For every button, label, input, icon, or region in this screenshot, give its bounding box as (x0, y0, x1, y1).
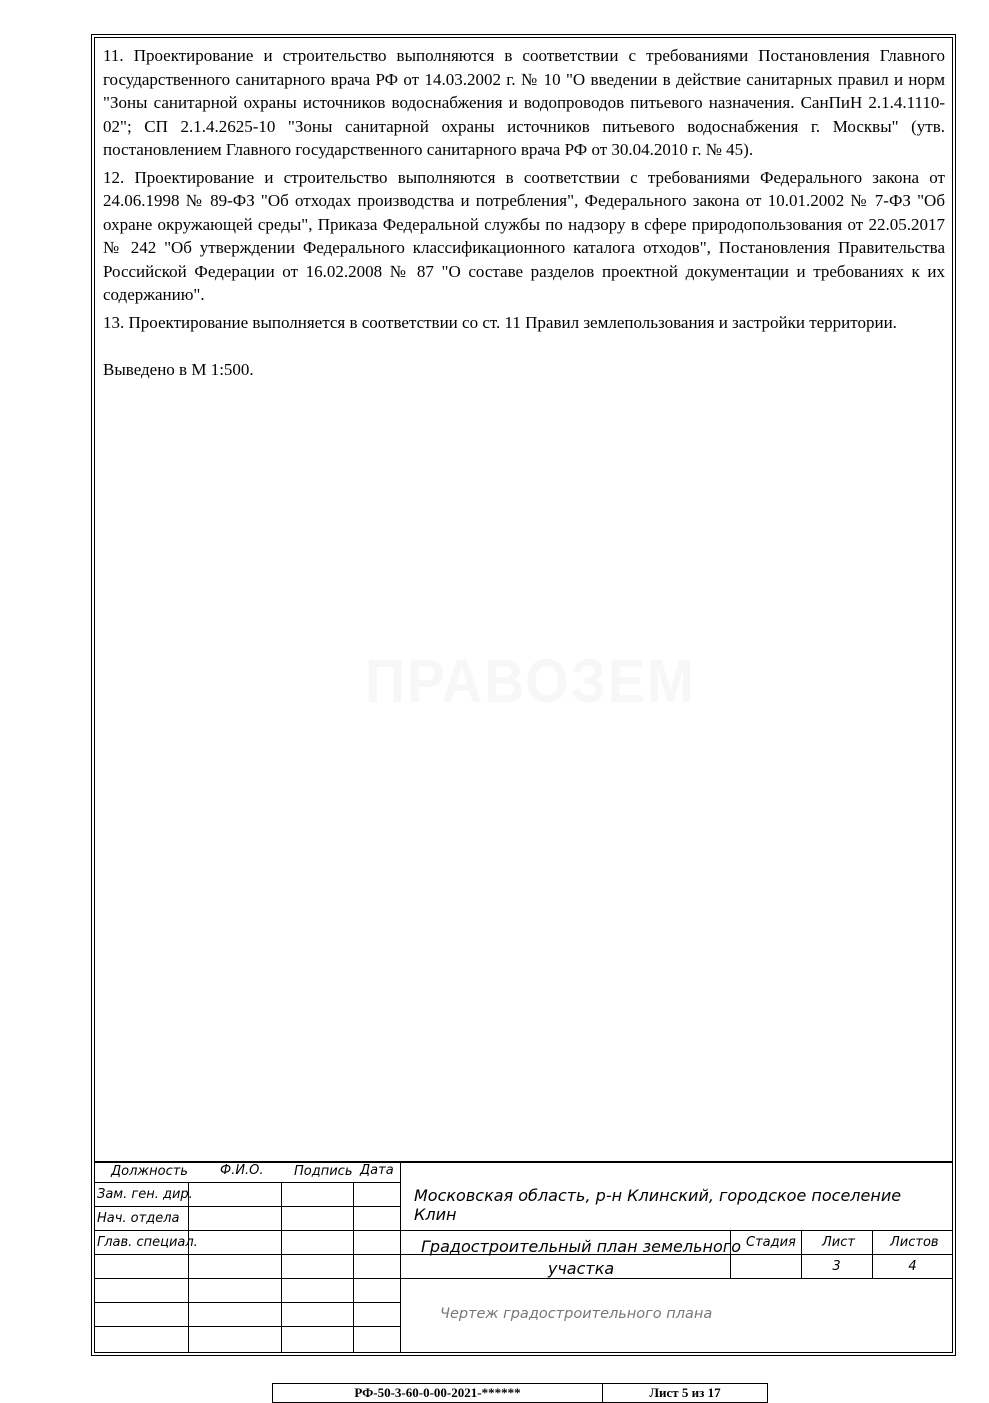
location-text: Московская область, р-н Клинский, городское поселение Клин (414, 1186, 902, 1224)
sheets-value: 4 (908, 1259, 917, 1274)
sheet-value: 3 (832, 1259, 841, 1274)
document-title: Градостроительный план земельного участка (421, 1237, 741, 1278)
header-signature: Подпись (294, 1164, 353, 1179)
header-name: Ф.И.О. (220, 1163, 264, 1178)
header-date: Дата (360, 1163, 394, 1178)
document-body (103, 44, 945, 386)
paragraph-11: 11. Проектирование и строительство выполняются в соответствии с требованиями Постановления Главного государственного санитарного врача РФ от 14.03.2002 г. № 10 "О введении в действие санитарных правил и норм "Зоны санитарной охраны источников водоснабжения и водопроводов питьевого назначения. СанПиН 2.1.4.1110-02"; СП 2.1.4.2625-10 "Зоны санитарной охраны источников питьевого водоснабжения г. Москвы" (утв. постановлением Главного государственного санитарного врача РФ от 30.04.2010 г. № 45). (103, 46, 945, 159)
paragraph-12: 12. Проектирование и строительство выполняются в соответствии с требованиями Федерального закона от 24.06.1998 № 89-ФЗ "Об отходах производства и потребления", Федерального закона от 10.01.2002 № 7-ФЗ "Об охране окружающей среды", Приказа Федеральной службы по надзору в сфере природопользования от 22.05.2017 № 242 "Об утверждении Федерального классификационного каталога отходов", Постановления Правительства Российской Федерации от 16.02.2008 № 87 "О составе разделов проектной документации и требованиях к их содержанию". (103, 167, 945, 304)
document-code: РФ-50-3-60-0-00-2021-****** (273, 1384, 603, 1402)
sheets-label: Листов (890, 1235, 939, 1250)
page-footer (272, 1383, 768, 1403)
header-position: Должность (111, 1164, 188, 1179)
role-chief-specialist: Глав. специал. (97, 1235, 198, 1250)
sheet-label: Лист (822, 1235, 855, 1250)
role-deputy-director: Зам. ген. дир. (97, 1187, 193, 1202)
drawing-name: Чертеж градостроительного плана (440, 1306, 713, 1322)
role-department-head: Нач. отдела (97, 1211, 180, 1226)
paragraph-13: 13. Проектирование выполняется в соответствии со ст. 11 Правил землепользования и застройки территории. (103, 312, 897, 332)
title-block (94, 1161, 953, 1353)
sheet-counter: Лист 5 из 17 (649, 1385, 721, 1400)
watermark: ПРАВОЗЕМ (365, 645, 696, 716)
scale-note: Выведено в М 1:500. (103, 360, 254, 379)
stage-label: Стадия (746, 1235, 796, 1250)
